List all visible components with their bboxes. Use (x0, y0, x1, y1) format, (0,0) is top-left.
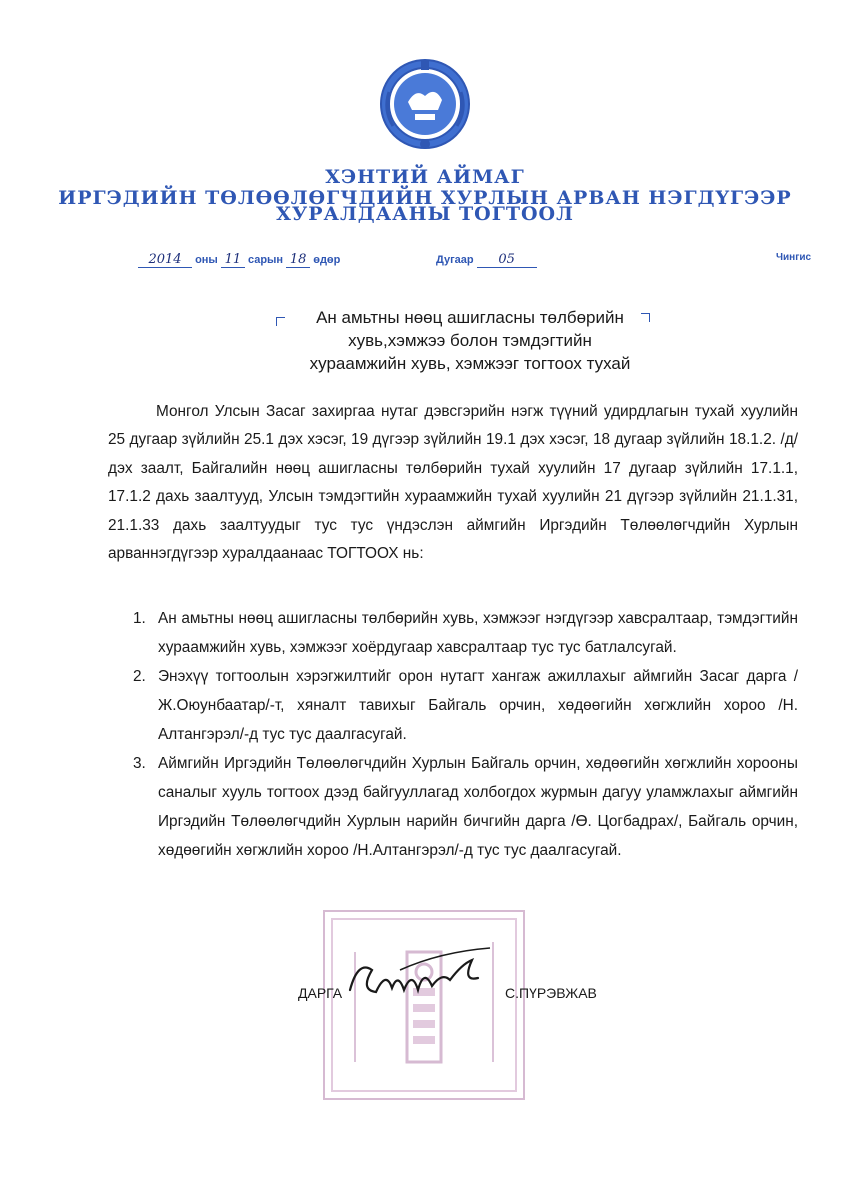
date-year: 2014 (138, 252, 192, 268)
header-line-1: ХЭНТИЙ АЙМАГ (325, 166, 525, 188)
signatory-title: ДАРГА (298, 985, 343, 1001)
resolution-items (108, 604, 798, 865)
mongolia-state-emblem-icon (375, 52, 475, 152)
date-month: 11 (221, 252, 245, 268)
item-text: Ан амьтны нөөц ашигласны төлбөрийн хувь, хэмжээг нэгдүгээр хавсралтаар, тэмдэгтийн хураамжийн хувь, хэмжээг хоёрдугаар хавсралтаар тус тус батлалсугай. (158, 610, 798, 656)
date-line (138, 252, 340, 268)
item-number: 2. (133, 668, 146, 685)
date-day-label: өдөр (313, 254, 341, 266)
item-text: Аймгийн Иргэдийн Төлөөлөгчдийн Хурлын Байгаль орчин, хөдөөгийн хөгжлийн хорооны саналыг хууль тогтоох дээд байгууллагад холбогдох журмын дагуу уламжлахыг аймгийн Иргэдийн Төлөөлөгчдийн Хурлын нарийн бичгийн дарга /Ө. Цогбадрах/, Байгаль орчин, хөдөөгийн хөгжлийн хороо /Н.Алтангэрэл/-д тус тус даалгасугай. (158, 755, 798, 859)
place-name: Чингис (776, 252, 812, 263)
number-value: 05 (477, 252, 537, 268)
item-number: 3. (133, 755, 146, 772)
header-line-2: ИРГЭДИЙН ТӨЛӨӨЛӨГЧДИЙН ХУРЛЫН АРВАН НЭГДҮГЭЭР (58, 187, 792, 209)
subject-title (250, 306, 690, 375)
preamble-paragraph: Монгол Улсын Засаг захиргаа нутаг дэвсгэрийн нэгж түүний удирдлагын тухай хуулийн 25 дугаар зүйлийн 25.1 дэх хэсэг, 19 дүгээр зүйлийн 19.1 дэх хэсэг, 18 дугаар зүйлийн 18.1.2. /д/ дэх заалт, Байгалийн нөөц ашигласны төлбөрийн тухай хуулийн 17 дугаар зүйлийн 17.1.1, 17.1.2 дахь заалтууд, Улсын тэмдэгтийн хураамжийн тухай хуулийн 21 дүгээр зүйлийн 21.1.31, 21.1.33 дахь заалтуудыг тус тус үндэслэн аймгийн Иргэдийн Төлөөлөгчдийн Хурлын арваннэгдүгээр хуралдаанаас ТОГТООХ нь: (108, 403, 798, 563)
date-day: 18 (286, 252, 310, 268)
handwritten-signature-icon (340, 940, 500, 1010)
number-label: Дугаар (436, 254, 474, 266)
subject-line-3: хураамжийн хувь, хэмжээг тогтоох тухай (309, 354, 631, 373)
list-item (108, 604, 798, 662)
signatory-name: С.ПҮРЭВЖАВ (505, 985, 597, 1001)
subject-line-1: Ан амьтны нөөц ашигласны төлбөрийн (316, 308, 624, 327)
list-item (108, 749, 798, 865)
list-item (108, 662, 798, 749)
document-number (436, 252, 537, 268)
subject-line-2: хувь,хэмжээ болон тэмдэгтийн (348, 331, 592, 350)
item-text: Энэхүү тогтоолын хэрэгжилтийг орон нутагт хангаж ажиллахыг аймгийн Засаг дарга /Ж.Оюунбаатар/-т, хяналт тавихыг Байгаль орчин, хөдөөгийн хөгжлийн хороо /Н. Алтангэрэл/-д тус тус даалгасугай. (158, 668, 798, 743)
item-number: 1. (133, 610, 146, 627)
date-year-label: оны (195, 254, 218, 266)
date-month-label: сарын (247, 254, 284, 266)
header-line-3: ХУРАЛДААНЫ ТОГТООЛ (276, 203, 574, 225)
